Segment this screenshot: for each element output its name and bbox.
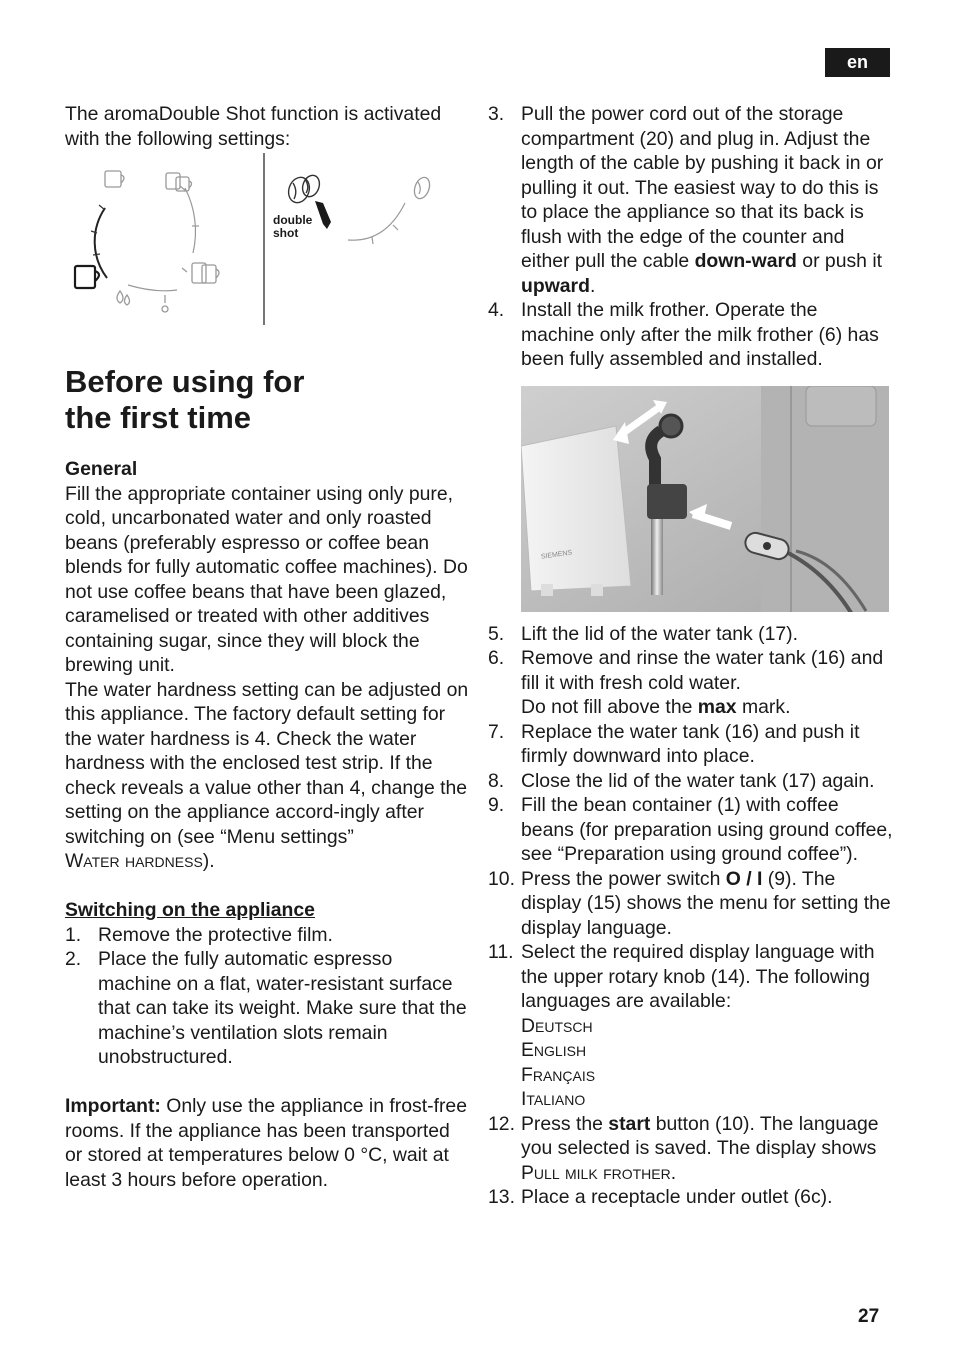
double-shot-label-2: shot	[273, 226, 299, 240]
list-item: 5. Lift the lid of the water tank (17).	[488, 622, 798, 645]
language-option: Français	[521, 1063, 596, 1086]
list-item: 6. Remove and rinse the water tank (16) and fill it with fresh cold water. Do not fill above the max mark.	[488, 647, 884, 718]
knob-settings-illustration	[65, 153, 470, 328]
left-column	[65, 102, 470, 1192]
list-item: 11. Select the required display language with the upper rotary knob (14). The following languages are available: Deutsch English Français Italiano	[488, 941, 875, 1110]
list-item: 3. Pull the power cord out of the storage compartment (20) and plug in. Adjust the length of the cable by pushing it back in or pulling it out. The easiest way to do this is to place the appliance so that its back is flush with the edge of the counter and either pull the cable down-ward or push it upward.	[488, 103, 884, 297]
switching-steps	[65, 923, 470, 1070]
page-number: 27	[858, 1306, 880, 1327]
general-title: General	[65, 458, 138, 480]
intro-text: The aromaDouble Shot function is activated with the following settings:	[65, 103, 442, 150]
language-badge: en	[825, 48, 890, 77]
switching-title: Switching on the appliance	[65, 899, 315, 921]
language-option: English	[521, 1039, 587, 1061]
list-item: 12. Press the start button (10). The language you selected is saved. The display shows Pull milk frother.	[488, 1112, 879, 1184]
list-item: 4. Install the milk frother. Operate the machine only after the milk frother (6) has been fully assembled and installed.	[488, 299, 879, 370]
milk-frother-illustration	[521, 386, 889, 612]
language-option: Italiano	[521, 1088, 586, 1110]
list-item: 1. Remove the protective film.	[65, 923, 333, 946]
page-heading: Before using for the first time	[65, 364, 305, 435]
general-paragraph-2: The water hardness setting can be adjusted on this appliance. The factory default setting for the water hardness is 4. Check the water hardness with the enclosed test strip. If the check reveals a value other than 4, change the setting on the appliance accord-ingly after switching on (see “Menu settings” Water hardness).	[65, 678, 469, 872]
right-column	[488, 102, 893, 1210]
list-item: 2. Place the fully automatic espresso machine on a flat, water-resistant surface that can take its weight. Make sure that the machine’s ventilation slots remain unobstructured.	[65, 948, 467, 1068]
important-note: Important: Only use the appliance in frost-free rooms. If the appliance has been transported or stored at temperatures below 0 °C, wait at least 3 hours before operation.	[65, 1095, 467, 1191]
list-item: 7. Replace the water tank (16) and push it firmly downward into place.	[488, 720, 860, 767]
general-paragraph-1: Fill the appropriate container using only pure, cold, uncarbonated water and only roasted beans (preferably espresso or coffee bean blends for fully automatic coffee machines). Do not use coffee beans that have been glazed, caramelised or treated with other additives containing sugar, since they will block the brewing unit.	[65, 482, 468, 676]
milk-frother-photo	[521, 386, 889, 612]
setup-steps	[488, 102, 893, 372]
list-item: 9. Fill the bean container (1) with coffee beans (for preparation using ground coffee, see “Preparation using ground coffee”).	[488, 794, 893, 865]
list-item: 13. Place a receptacle under outlet (6c).	[488, 1186, 833, 1208]
brand-label: SIEMENS	[540, 548, 573, 561]
setup-steps-continued	[488, 622, 893, 1210]
language-option: Deutsch	[521, 1014, 593, 1037]
double-shot-label-1: double	[273, 213, 313, 227]
list-item: 10. Press the power switch O / I (9). The display (15) shows the menu for setting the display language.	[488, 867, 891, 939]
settings-figure	[65, 153, 470, 328]
list-item: 8. Close the lid of the water tank (17) again.	[488, 769, 875, 792]
